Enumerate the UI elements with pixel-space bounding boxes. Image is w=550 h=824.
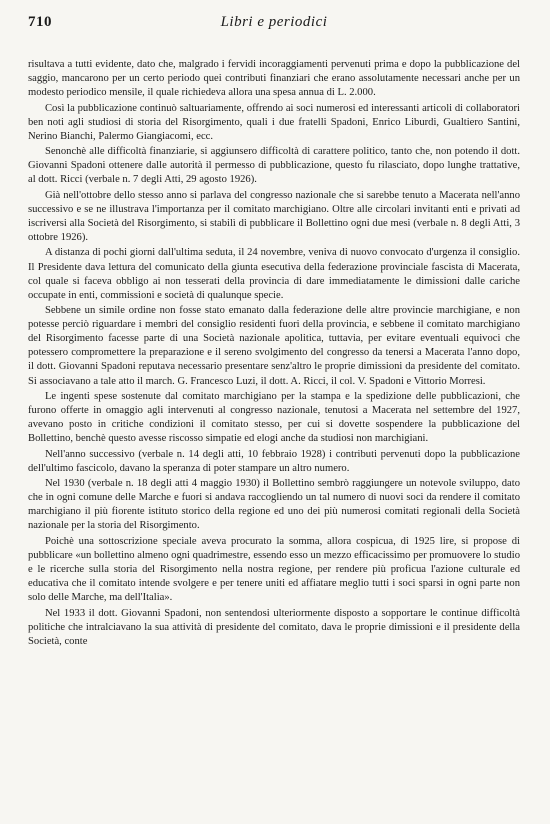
paragraph: Già nell'ottobre dello stesso anno si parlava del congresso nazionale che si sarebbe tenuto a Macerata nell'anno successivo e se ne illustrava l'importanza per il comitato marchigiano. Oltre alle circolari invitanti enti e privati ad iscriversi alla Società del Risorgimento, si stabilì di pubblicare il Bollettino ogni due mesi (verbale n. 8 degli Atti, 3 ottobre 1926). — [28, 189, 520, 244]
paragraph: A distanza di pochi giorni dall'ultima seduta, il 24 novembre, veniva di nuovo convocato d'urgenza il consiglio. Il Presidente dava lettura del comunicato della giunta esecutiva della federazione provinciale fascista di Macerata, col quale si faceva obbligo ai non tesserati della provincia di dare immediatamente le dimissioni dalle cariche occupate in enti, commissioni e società di qualunque specie. — [28, 247, 520, 301]
paragraph: Le ingenti spese sostenute dal comitato marchigiano per la stampa e la spedizione delle pubblicazioni, che furono offerte in omaggio agli intervenuti al congresso nazionale, tenutosi a Macerata nel settembre del 1927, avevano posto in critiche condizioni il comitato stesso, per cui si dovette sospendere la pubblicazione del Bollettino, benchè questo avesse riscosso simpatie ed elogi anche da studiosi non marchigiani. — [28, 390, 520, 445]
paragraph: Così la pubblicazione continuò saltuariamente, offrendo ai soci numerosi ed interessanti articoli di collaboratori ben noti agli studiosi di storia del Risorgimento, quali i due fratelli Spadoni, Enrico Liburdi, Gualtiero Santini, Nerino Bianchi, Palermo Giangiacomi, ecc. — [28, 102, 520, 142]
paragraph: Nell'anno successivo (verbale n. 14 degli atti, 10 febbraio 1928) i contributi pervenuti dopo la pubblicazione dell'ultimo fascicolo, davano la speranza di poter stampare un altro numero. — [28, 448, 520, 474]
paragraph: risultava a tutti evidente, dato che, malgrado i fervidi incoraggiamenti pervenuti prima e dopo la pubblicazione del saggio, mancarono per un certo periodo quei contributi finanziari che erano assolutamente necessari anche per un modesto periodico mensile, il quale richiedeva allora una spesa annua di L. 2.000. — [28, 59, 520, 99]
running-title: Libri e periodici — [220, 14, 328, 30]
body-text — [28, 58, 520, 649]
paragraph: Poichè una sottoscrizione speciale aveva procurato la somma, allora cospicua, di 1925 lire, si propose di pubblicare «un bollettino almeno ogni quadrimestre, essendo esso un mezzo efficacissimo per promuovere lo studio e le ricerche sulla storia del Risorgimento nella nostra regione, per rendere più proficua l'azione culturale ed educativa che il comitato intende svolgere e per tenere uniti ed affiatare meglio tutti i soci sparsi in ogni parte non solo delle Marche, ma dell'Italia». — [28, 535, 520, 604]
running-head — [28, 14, 520, 36]
paragraph: Nel 1930 (verbale n. 18 degli atti 4 maggio 1930) il Bollettino sembrò raggiungere un notevole sviluppo, dato che in ogni comune delle Marche e fuori si andava raccogliendo un tal numero di nuovi soci da rendere il comitato marchigiano il più fiorente istituto storico della regione ed uno dei più numerosi comitati regionali della Società nazionale per la storia del Risorgimento. — [28, 478, 520, 532]
paragraph: Senonchè alle difficoltà finanziarie, si aggiunsero difficoltà di carattere politico, tanto che, non potendo il dott. Giovanni Spadoni ottenere dalle autorità il permesso di pubblicazione, questo fu rilasciato, dopo lunghe trattative, al dott. Ricci (verbale n. 7 degli Atti, 29 agosto 1926). — [28, 146, 520, 186]
paragraph: Nel 1933 il dott. Giovanni Spadoni, non sentendosi ulteriormente disposto a sopportare le continue difficoltà politiche che intralciavano la sua attività di presidente del comitato, dava le proprie dimissioni e il presidente della Società, conte — [28, 607, 520, 647]
page-number: 710 — [28, 14, 52, 30]
paragraph: Sebbene un simile ordine non fosse stato emanato dalla federazione delle altre provincie marchigiane, e non potesse perciò riguardare i membri del consiglio residenti fuori della provincia, e sebbene il comitato marchigiano del Risorgimento facesse parte di una Società nazionale apolitica, tuttavia, per evitare eventuali equivoci che potessero compromettere la preparazione e il sereno svolgimento del congresso da tenersi a Macerata l'anno dopo, il dott. Giovanni Spadoni reputava necessario presentare senz'altro le proprie dimissioni da presidente del comitato. Si associavano a tale atto il march. G. Francesco Luzi, il dott. A. Ricci, il col. V. Spadoni e Vittorio Morresi. — [28, 305, 520, 387]
